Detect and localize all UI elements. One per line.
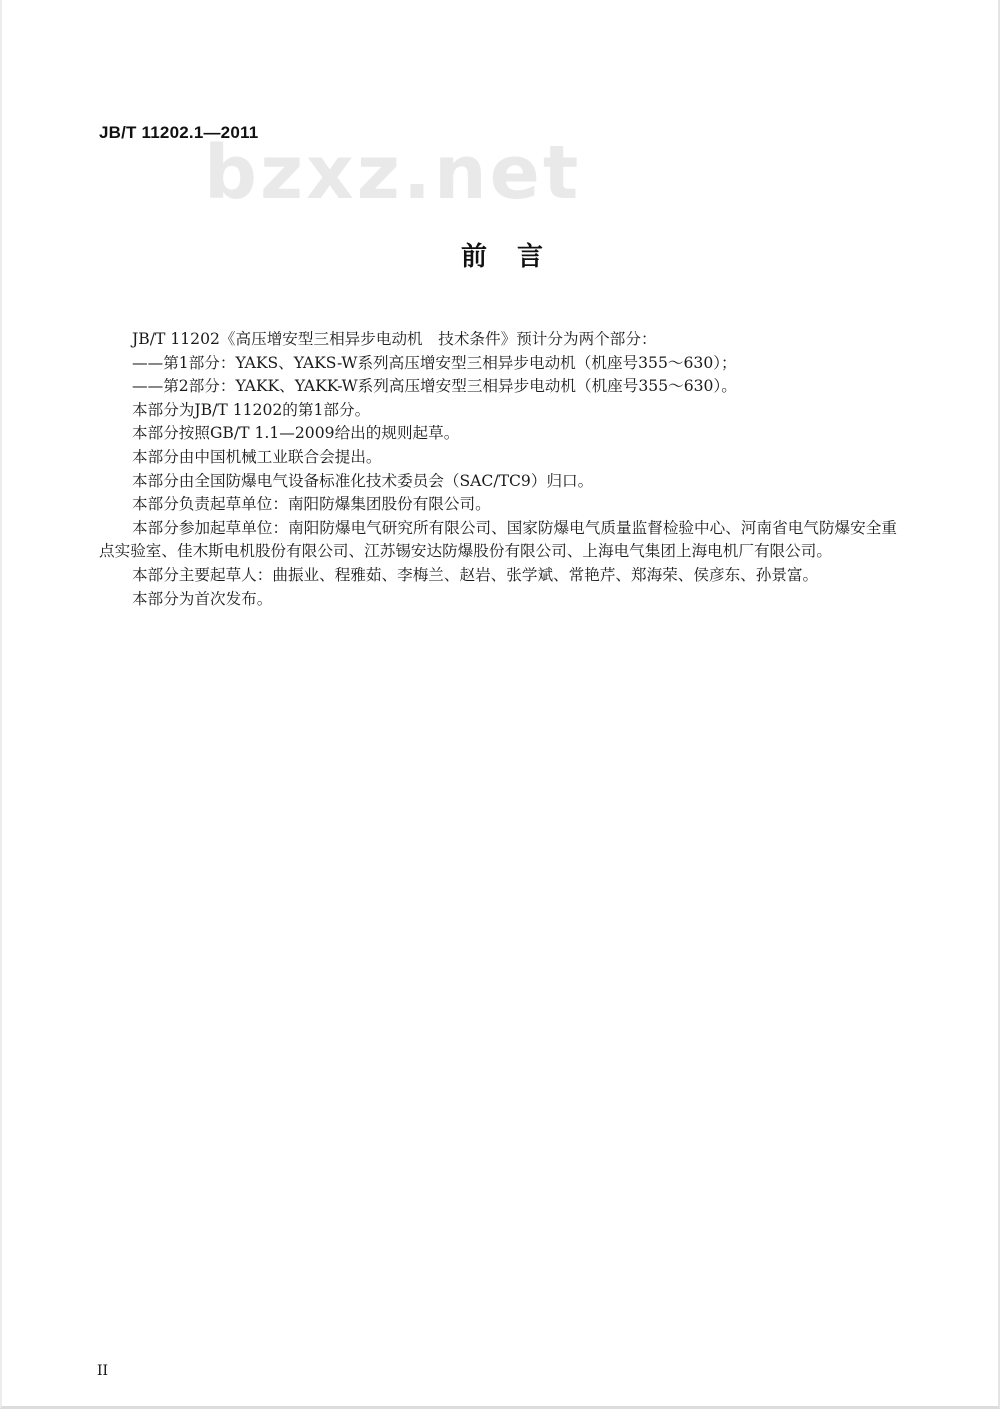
document-number: JB/T 11202.1—2011: [99, 123, 259, 142]
paragraph-part-1: ——第1部分：YAKS、YAKS-W系列高压增安型三相异步电动机（机座号355～630）；: [132, 353, 737, 372]
paragraph-part-2: ——第2部分：YAKK、YAKK-W系列高压增安型三相异步电动机（机座号355～630）。: [132, 377, 737, 396]
paragraph-centralized-by: 本部分由全国防爆电气设备标准化技术委员会（SAC/TC9）归口。: [132, 471, 594, 490]
foreword-body: [99, 328, 897, 611]
section-heading: 前言: [460, 242, 573, 272]
watermark: bzxz.net: [204, 130, 582, 216]
paragraph-intro: JB/T 11202《高压增安型三相异步电动机 技术条件》预计分为两个部分：: [132, 330, 657, 348]
page-number: II: [97, 1363, 109, 1379]
paragraph-participating-drafters: 本部分参加起草单位：南阳防爆电气研究所有限公司、国家防爆电气质量监督检验中心、河南省电气防爆安全重点实验室、佳木斯电机股份有限公司、江苏锡安达防爆股份有限公司、上海电气集团上海电机厂有限公司。: [99, 518, 897, 561]
paragraph-main-drafters: 本部分主要起草人：曲振业、程雅茹、李梅兰、赵岩、张学斌、常艳芹、郑海荣、侯彦东、孙景富。: [132, 565, 819, 584]
paragraph-responsible-drafter: 本部分负责起草单位：南阳防爆集团股份有限公司。: [132, 495, 491, 514]
paragraph-first-release: 本部分为首次发布。: [132, 589, 273, 608]
paragraph-this-part: 本部分为JB/T 11202的第1部分。: [132, 400, 371, 419]
paragraph-drafting-rules: 本部分按照GB/T 1.1—2009给出的规则起草。: [132, 424, 460, 443]
paragraph-proposed-by: 本部分由中国机械工业联合会提出。: [132, 447, 382, 466]
